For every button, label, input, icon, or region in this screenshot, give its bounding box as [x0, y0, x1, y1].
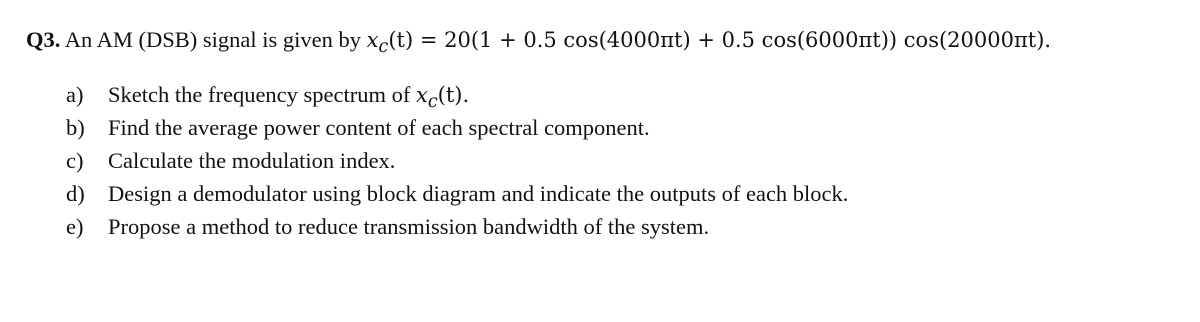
question-number: Q3. [26, 27, 61, 52]
part-a-math [416, 83, 470, 113]
part-d-text: Design a demodulator using block diagram and indicate the outputs of each block. [108, 181, 849, 206]
signal-symbol: x [366, 28, 379, 52]
part-a-math-subscript: c [427, 92, 438, 113]
signal-argument: (t) [388, 28, 414, 52]
question-intro: An AM (DSB) signal is given by [64, 27, 362, 52]
question-statement [26, 26, 1186, 59]
question-parts-list [66, 82, 848, 247]
part-b-text: Find the average power content of each spectral component. [108, 115, 650, 140]
part-a-text: Sketch the frequency spectrum of [108, 82, 411, 107]
part-letter: c) [66, 148, 84, 173]
part-a [66, 82, 848, 115]
part-e-text: Propose a method to reduce transmission bandwidth of the system. [108, 214, 710, 239]
part-e [66, 214, 848, 247]
part-d [66, 181, 848, 214]
part-letter: b) [66, 115, 85, 140]
part-a-math-argument: (t). [437, 83, 470, 107]
equation-rhs: = 20(1 + 0.5 cos(4000πt) + 0.5 cos(6000πt)) cos(20000πt). [419, 28, 1052, 52]
part-c [66, 148, 848, 181]
part-letter: e) [66, 214, 84, 239]
part-text [108, 82, 469, 112]
part-letter: a) [66, 82, 84, 107]
signal-subscript: c [378, 37, 389, 58]
part-c-text: Calculate the modulation index. [108, 148, 396, 173]
signal-equation [366, 28, 1052, 58]
part-a-math-symbol: x [416, 83, 428, 107]
part-letter: d) [66, 181, 85, 206]
part-b [66, 115, 848, 148]
